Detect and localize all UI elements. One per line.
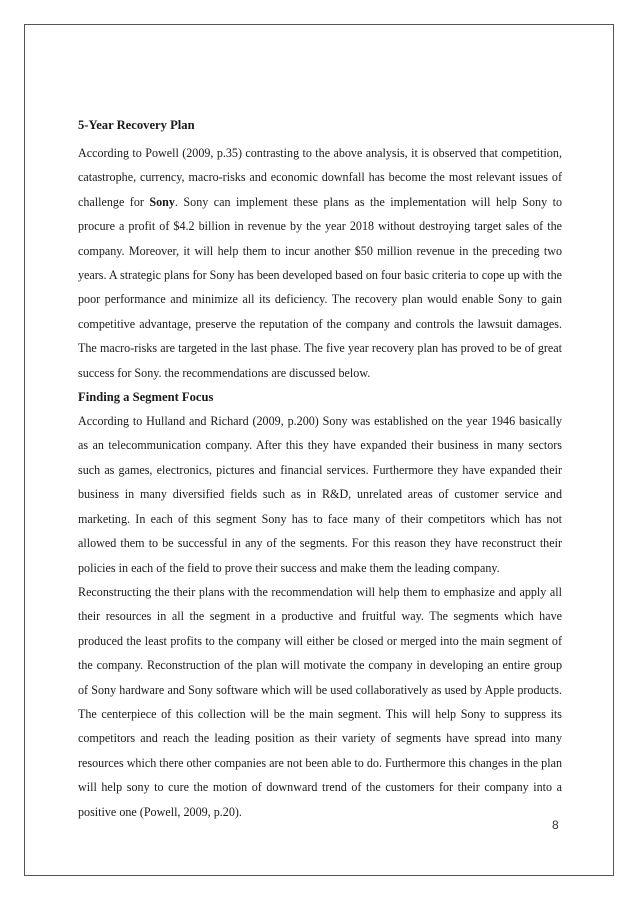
page-number: 8 — [552, 818, 559, 832]
bold-text-sony: Sony — [149, 194, 175, 209]
section-heading-recovery-plan: 5-Year Recovery Plan — [78, 118, 195, 132]
paragraph-text: According to Powell (2009, p.35) contrasting to the above analysis, it is observed that competition, catastrophe, currency, macro-risks and economic downfall has become the most relevant issues of challenge for — [78, 146, 562, 209]
section-heading-segment-focus: Finding a Segment Focus — [78, 390, 214, 405]
document-body — [78, 113, 562, 824]
paragraph-text: . Sony can implement these plans as the implementation will help Sony to procure a profit of $4.2 billion in revenue by the year 2018 without destroying target sales of the company. Moreover, it will help them to incur another $50 million revenue in the preceding two years. A strategic plans for Sony has been developed based on four basic criteria to cope up with the poor performance and minimize all its deficiency. The recovery plan would enable Sony to gain competitive advantage, preserve the reputation of the company and controls the lawsuit damages. The macro-risks are targeted in the last phase. The five year recovery plan has proved to be of great success for Sony. the recommendations are discussed below. — [78, 194, 562, 380]
paragraph-segment-history: According to Hulland and Richard (2009, p.200) Sony was established on the year 1946 basically as an telecommunication company. After this they have expanded their business in many sectors such as games, electronics, pictures and financial services. Furthermore they have expanded their business in many diversified fields such as in R&D, unrelated areas of customer service and marketing. In each of this segment Sony has to face many of their competitors which has not allowed them to be successful in any of the segments. For this reason they have reconstruct their policies in each of the field to prove their success and make them the leading company. — [78, 414, 562, 575]
paragraph-reconstruction: Reconstructing the their plans with the recommendation will help them to emphasize and apply all their resources in all the segment in a productive and fruitful way. The segments which have produced the least profits to the company will either be closed or merged into the main segment of the company. Reconstruction of the plan will motivate the company in developing an entire group of Sony hardware and Sony software which will be used collaboratively as used by Apple products. The centerpiece of this collection will be the main segment. This will help Sony to suppress its competitors and reach the leading position as their variety of segments have spread into many resources which there other companies are not been able to do. Furthermore this changes in the plan will help sony to cure the motion of downward trend of the customers for their company into a positive one (Powell, 2009, p.20). — [78, 584, 562, 819]
paragraph-recovery-plan — [78, 141, 562, 385]
